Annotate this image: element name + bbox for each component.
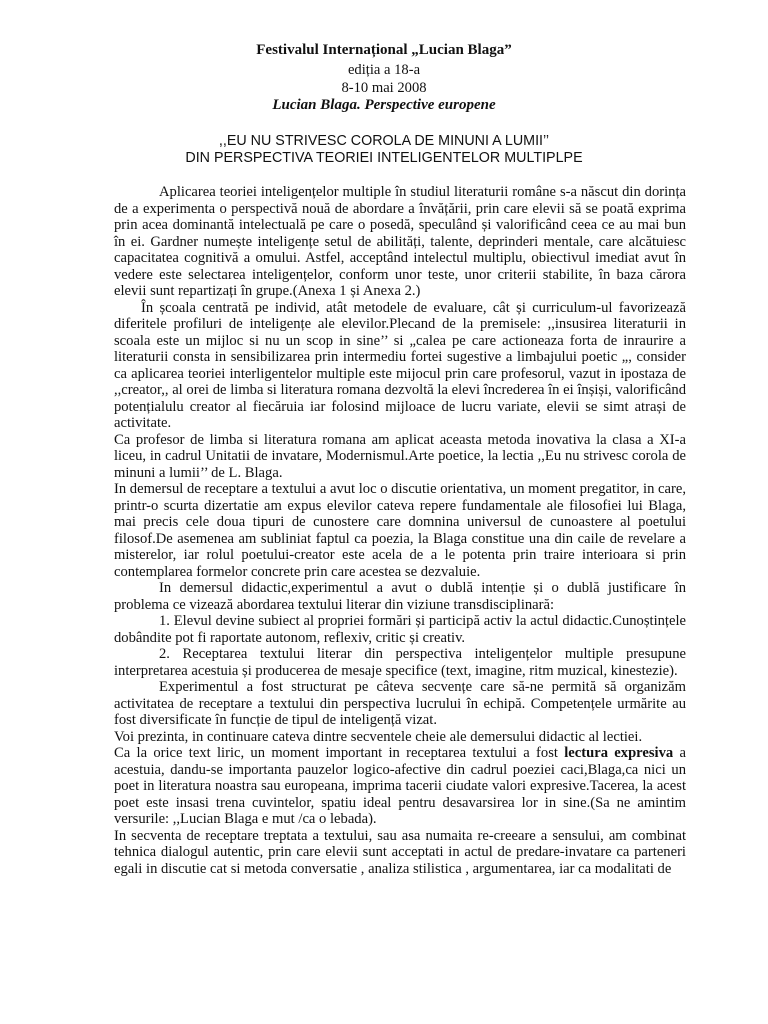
paragraph-9: In secventa de receptare treptata a textului, sau asa numaita re-creeare a sensului, am combinat tehnica dialogul autentic, prin care elevii sunt acceptati in actul de predare-invatare ca parteneri egali in discutie cat si metoda conversatie , analiza stilistica , argumentarea, iar ca modalitati de [114,827,686,877]
dates-line: 8-10 mai 2008 [341,80,427,96]
paragraph-8-text-a: Ca la orice text liric, un moment important in receptarea textului a fost [114,745,565,761]
paragraph-7: Voi prezinta, in continuare cateva dintre secventele cheie ale demersului didactic al lectiei. [114,728,643,745]
paragraph-list-item-2: 2. Receptarea textului literar din perspectiva inteligențelor multiple presupune interpretarea acestuia și producerea de mesaje specifice (text, imagine, ritm muzical, kinestezie). [114,646,686,679]
paragraph-5: In demersul didactic,experimentul a avut o dublă intenție și o dublă justificare în problema ce vizează abordarea textului literar din viziune transdisciplinară: [114,580,686,613]
document-title-line-2: DIN PERSPECTIVA TEORIEI INTELIGENTELOR MULTIPLPE [185,150,583,166]
paragraph-8-text-b: a acestuia, dandu-se importanta pauzelor logico-afective din cadrul poeziei caci,Blaga,ca nici un poet in literatura noastra sau europeana, imprima tacerii ciudate valori expresive.Tacerea, la acest poet este insasi trena cuvintelor, spatiu ideal pentru desavarsirea lor in sine.(Sa ne amintim versurile: ,,Lucian Blaga e mut /ca o lebada). [114,745,686,827]
paragraph-4: In demersul de receptare a textului a avut loc o discutie orientativa, un moment pregatitor, in care, printr-o scurta dizertatie am expus elevilor cateva repere fundamentale ale filosofiei lui Blaga, mai precis cele doua tipuri de cunostere care domnina universul de cunoastere al poetului filosof.De asemenea am subliniat faptul ca poezia, la Blaga constitue una din caile de revelare a misterelor, iar rolul poetului-creator este acela de a le potenta prin traire interioara si prin contemplarea formelor concrete prin care acestea se dezvaluie. [114,481,686,580]
document-body [114,184,686,877]
paragraph-8-bold: lectura expresiva [564,745,674,761]
paragraph-1: Aplicarea teoriei inteligențelor multiple în studiul literaturii române s-a născut din dorința de a experimenta o perspectivă nouă de abordare a învățării, prin care elevii să se poată exprima prin acea dominantă intelectuală pe care o posedă, speculând și valorificând ceea ce au mai bun în ei. Gardner numește inteligențe setul de abilități, talente, deprinderi mentale, care alcătuiesc capacitatea cognitivă a omului. Astfel, acceptând intelectul multiplu, obiectivul imediat avut în vedere este selectarea inteligențelor, conform unor teste, unor criterii stabilite, în baza cărora elevii sunt repartizați în grupe.(Anexa 1 și Anexa 2.) [114,184,686,299]
edition-line: ediția a 18-a [347,62,421,78]
paragraph-2: În școala centrată pe individ, atât metodele de evaluare, cât și curriculum-ul favorizează diferitele profiluri de inteligențe ale elevilor.Plecand de la premisele: ,,insusirea literaturii in scoala este un mijloc si nu un scop in sine’’ si „calea pe care actioneaza forta de inraurire a literaturii consta in sensibilizarea prin intermediu fortei sugestive a limbajului poetic „, consider ca aplicarea teoriei interligentelor multiple este mijocul prin care profesorul, vazut in ipostaza de ,,creator,, al orei de limba si literatura romana dezvoltă la elevi încrederea în ei înșiși, valorificând potențialulu creator al fiecăruia iar folosind mijloace de lucru variate, elevii se simt atrași de activitate. [114,299,686,431]
paragraph-3: Ca profesor de limba si literatura romana am aplicat aceasta metoda inovativa la clasa a XI-a liceu, in cadrul Unitatii de invatare, Modernismul.Arte poetice, la lectia ,,Eu nu strivesc corola de minuni a lumii’’ de L. Blaga. [114,431,686,481]
paragraph-6: Experimentul a fost structurat pe câteva secvențe care să-ne permită să organizăm activitatea de receptare a textului din perspectiva lucrului în echipă. Competențele urmărite au fost diversificate în funcție de tipul de inteligență vizat. [114,679,686,728]
paragraph-list-item-1: 1. Elevul devine subiect al propriei formări și participă activ la actul didactic.Cunoștințele dobândite pot fi raportate autonom, reflexiv, critic și creativ. [114,613,686,646]
festival-subtitle: Lucian Blaga. Perspective europene [272,97,496,113]
paragraph-8 [114,745,686,828]
festival-title: Festivalul Internațional „Lucian Blaga” [256,42,512,58]
document-title-line-1: ,,EU NU STRIVESC COROLA DE MINUNI A LUMII’’ [218,133,550,149]
